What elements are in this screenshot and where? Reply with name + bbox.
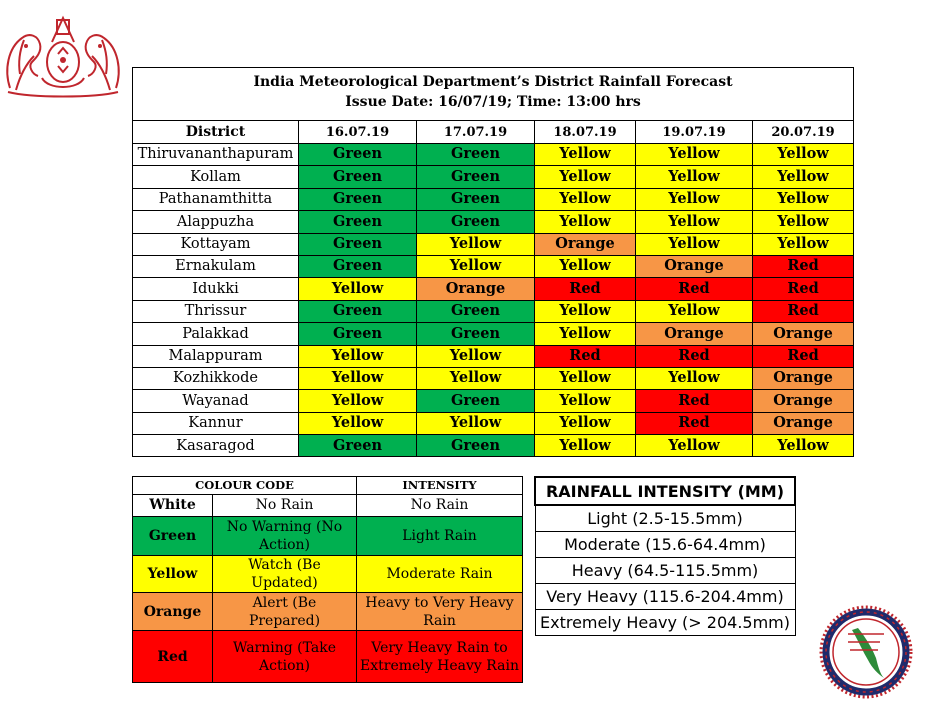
district-forecast-table bbox=[132, 67, 854, 457]
district-name: Ernakulam bbox=[133, 255, 299, 277]
legend-intensity: Light Rain bbox=[357, 517, 523, 556]
forecast-cell: Green bbox=[417, 166, 535, 188]
district-column-header: District bbox=[133, 121, 299, 144]
forecast-cell: Yellow bbox=[299, 390, 417, 412]
district-name: Alappuzha bbox=[133, 211, 299, 233]
forecast-cell: Yellow bbox=[535, 300, 636, 322]
legend-row-green bbox=[133, 517, 523, 556]
legend-meaning: No Rain bbox=[213, 495, 357, 517]
forecast-cell: Green bbox=[299, 166, 417, 188]
legend-row-white bbox=[133, 495, 523, 517]
forecast-cell: Green bbox=[417, 188, 535, 210]
forecast-cell: Yellow bbox=[535, 412, 636, 434]
legend-meaning: Warning (Take Action) bbox=[213, 631, 357, 683]
date-column-header: 18.07.19 bbox=[535, 121, 636, 144]
forecast-cell: Yellow bbox=[753, 233, 854, 255]
table-row bbox=[133, 188, 854, 210]
forecast-title: India Meteorological Department’s District Rainfall Forecast bbox=[253, 74, 733, 90]
rainfall-intensity-table bbox=[534, 476, 796, 636]
forecast-cell: Red bbox=[636, 412, 753, 434]
forecast-cell: Yellow bbox=[417, 345, 535, 367]
forecast-cell: Orange bbox=[753, 367, 854, 389]
legend-code: Yellow bbox=[133, 556, 213, 593]
forecast-cell: Green bbox=[299, 435, 417, 457]
intensity-range: Heavy (64.5-115.5mm) bbox=[535, 558, 795, 584]
district-name: Idukki bbox=[133, 278, 299, 300]
forecast-cell: Yellow bbox=[636, 367, 753, 389]
intensity-table-title: RAINFALL INTENSITY (MM) bbox=[535, 477, 795, 505]
intensity-range: Moderate (15.6-64.4mm) bbox=[535, 532, 795, 558]
forecast-cell: Yellow bbox=[299, 278, 417, 300]
disaster-management-logo-icon bbox=[818, 604, 914, 700]
forecast-cell: Orange bbox=[417, 278, 535, 300]
legend-row-red bbox=[133, 631, 523, 683]
forecast-cell: Yellow bbox=[535, 367, 636, 389]
forecast-title-cell bbox=[133, 68, 854, 121]
forecast-cell: Red bbox=[753, 345, 854, 367]
forecast-cell: Orange bbox=[753, 412, 854, 434]
forecast-cell: Red bbox=[636, 345, 753, 367]
forecast-cell: Yellow bbox=[636, 166, 753, 188]
district-name: Kasaragod bbox=[133, 435, 299, 457]
forecast-cell: Green bbox=[417, 390, 535, 412]
forecast-cell: Red bbox=[535, 278, 636, 300]
forecast-cell: Green bbox=[299, 323, 417, 345]
forecast-cell: Green bbox=[417, 211, 535, 233]
district-name: Malappuram bbox=[133, 345, 299, 367]
forecast-cell: Orange bbox=[636, 323, 753, 345]
forecast-cell: Yellow bbox=[535, 390, 636, 412]
table-row bbox=[133, 412, 854, 434]
legend-meaning: Alert (Be Prepared) bbox=[213, 593, 357, 631]
forecast-cell: Yellow bbox=[299, 412, 417, 434]
table-row bbox=[133, 390, 854, 412]
district-name: Thrissur bbox=[133, 300, 299, 322]
forecast-cell: Orange bbox=[535, 233, 636, 255]
intensity-header: INTENSITY bbox=[357, 477, 523, 495]
forecast-cell: Red bbox=[636, 390, 753, 412]
forecast-cell: Green bbox=[299, 144, 417, 166]
forecast-cell: Yellow bbox=[753, 144, 854, 166]
forecast-cell: Yellow bbox=[636, 188, 753, 210]
table-row bbox=[133, 345, 854, 367]
forecast-cell: Orange bbox=[753, 323, 854, 345]
forecast-cell: Yellow bbox=[753, 188, 854, 210]
intensity-range: Extremely Heavy (> 204.5mm) bbox=[535, 610, 795, 636]
forecast-cell: Yellow bbox=[299, 367, 417, 389]
forecast-cell: Green bbox=[417, 144, 535, 166]
date-column-header: 17.07.19 bbox=[417, 121, 535, 144]
forecast-cell: Orange bbox=[636, 255, 753, 277]
legend-meaning: No Warning (No Action) bbox=[213, 517, 357, 556]
forecast-cell: Green bbox=[299, 233, 417, 255]
forecast-cell: Green bbox=[299, 300, 417, 322]
legend-code: White bbox=[133, 495, 213, 517]
district-name: Pathanamthitta bbox=[133, 188, 299, 210]
forecast-cell: Green bbox=[299, 255, 417, 277]
legend-meaning: Watch (Be Updated) bbox=[213, 556, 357, 593]
forecast-cell: Yellow bbox=[417, 233, 535, 255]
kerala-emblem-icon bbox=[2, 10, 124, 100]
colour-code-legend bbox=[132, 476, 523, 683]
issue-date: Issue Date: 16/07/19; Time: 13:00 hrs bbox=[345, 94, 641, 111]
forecast-cell: Yellow bbox=[535, 435, 636, 457]
legend-code: Red bbox=[133, 631, 213, 683]
forecast-cell: Yellow bbox=[535, 323, 636, 345]
forecast-cell: Green bbox=[299, 211, 417, 233]
forecast-cell: Yellow bbox=[753, 435, 854, 457]
table-row bbox=[133, 323, 854, 345]
table-row bbox=[133, 211, 854, 233]
table-row bbox=[133, 144, 854, 166]
forecast-cell: Yellow bbox=[636, 435, 753, 457]
table-row bbox=[133, 435, 854, 457]
date-column-header: 19.07.19 bbox=[636, 121, 753, 144]
forecast-cell: Orange bbox=[753, 390, 854, 412]
date-column-header: 16.07.19 bbox=[299, 121, 417, 144]
forecast-cell: Yellow bbox=[753, 211, 854, 233]
forecast-cell: Red bbox=[636, 278, 753, 300]
forecast-cell: Green bbox=[299, 188, 417, 210]
forecast-cell: Yellow bbox=[417, 367, 535, 389]
forecast-cell: Yellow bbox=[753, 166, 854, 188]
intensity-range: Very Heavy (115.6-204.4mm) bbox=[535, 584, 795, 610]
district-name: Kottayam bbox=[133, 233, 299, 255]
date-column-header: 20.07.19 bbox=[753, 121, 854, 144]
legend-intensity: Very Heavy Rain to Extremely Heavy Rain bbox=[357, 631, 523, 683]
legend-intensity: Heavy to Very Heavy Rain bbox=[357, 593, 523, 631]
table-row bbox=[133, 300, 854, 322]
forecast-cell: Yellow bbox=[299, 345, 417, 367]
district-name: Kannur bbox=[133, 412, 299, 434]
forecast-cell: Red bbox=[753, 300, 854, 322]
legend-code: Green bbox=[133, 517, 213, 556]
district-name: Wayanad bbox=[133, 390, 299, 412]
legend-code: Orange bbox=[133, 593, 213, 631]
district-name: Palakkad bbox=[133, 323, 299, 345]
table-row bbox=[133, 233, 854, 255]
legend-intensity: No Rain bbox=[357, 495, 523, 517]
forecast-cell: Red bbox=[753, 278, 854, 300]
legend-row-yellow bbox=[133, 556, 523, 593]
forecast-cell: Yellow bbox=[636, 211, 753, 233]
colour-code-header: COLOUR CODE bbox=[133, 477, 357, 495]
forecast-cell: Yellow bbox=[535, 255, 636, 277]
forecast-cell: Green bbox=[417, 435, 535, 457]
intensity-range: Light (2.5-15.5mm) bbox=[535, 505, 795, 532]
forecast-cell: Green bbox=[417, 300, 535, 322]
table-row bbox=[133, 166, 854, 188]
forecast-cell: Red bbox=[535, 345, 636, 367]
forecast-cell: Yellow bbox=[636, 300, 753, 322]
legend-intensity: Moderate Rain bbox=[357, 556, 523, 593]
forecast-cell: Yellow bbox=[417, 255, 535, 277]
forecast-cell: Yellow bbox=[535, 211, 636, 233]
forecast-cell: Yellow bbox=[535, 188, 636, 210]
forecast-cell: Yellow bbox=[636, 233, 753, 255]
forecast-cell: Yellow bbox=[417, 412, 535, 434]
district-name: Thiruvananthapuram bbox=[133, 144, 299, 166]
legend-row-orange bbox=[133, 593, 523, 631]
forecast-cell: Red bbox=[753, 255, 854, 277]
district-name: Kollam bbox=[133, 166, 299, 188]
table-row bbox=[133, 278, 854, 300]
forecast-cell: Yellow bbox=[636, 144, 753, 166]
forecast-cell: Yellow bbox=[535, 144, 636, 166]
forecast-cell: Yellow bbox=[535, 166, 636, 188]
table-row bbox=[133, 367, 854, 389]
table-row bbox=[133, 255, 854, 277]
district-name: Kozhikkode bbox=[133, 367, 299, 389]
forecast-cell: Green bbox=[417, 323, 535, 345]
